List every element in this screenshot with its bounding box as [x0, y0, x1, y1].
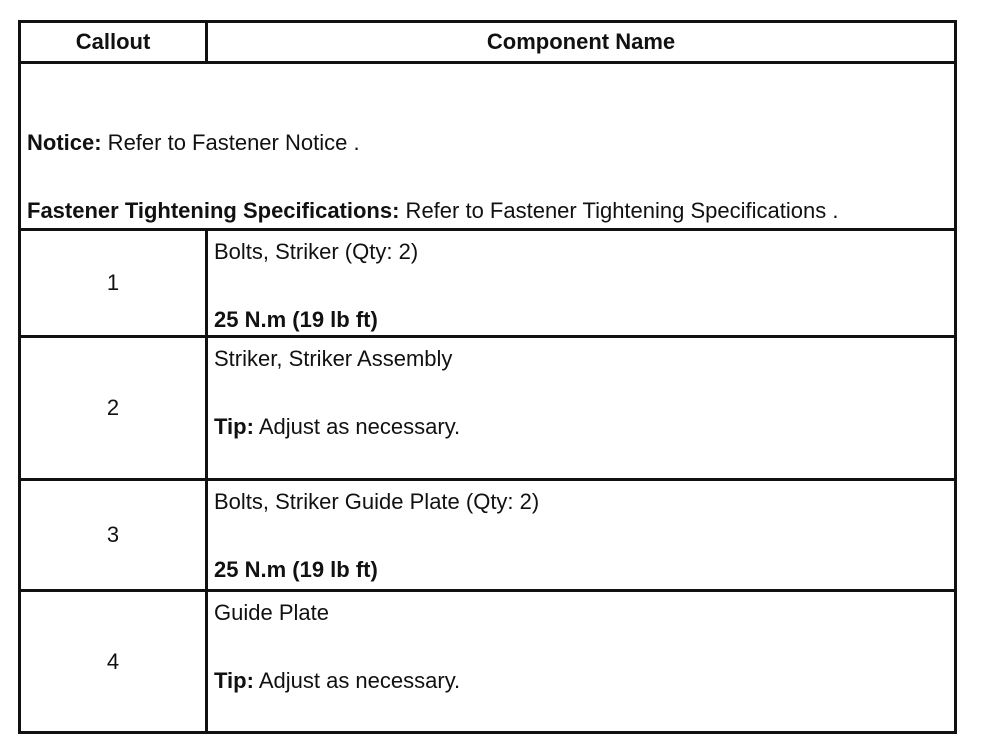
fastener-spec-text: Refer to Fastener Tightening Specifications . — [399, 198, 839, 223]
tip-text: Adjust as necessary. — [253, 668, 461, 693]
notice-label: Notice: — [27, 130, 102, 155]
tip-line — [214, 414, 460, 440]
component-cell — [208, 231, 954, 338]
header-callout — [21, 23, 208, 64]
tip-label: Tip: — [214, 414, 254, 439]
header-callout-label: Callout — [75, 29, 151, 54]
callout-number: 1 — [106, 270, 120, 295]
header-component-name — [208, 23, 954, 64]
callout-number: 2 — [106, 395, 120, 420]
callout-cell — [21, 592, 208, 731]
torque-spec: 25 N.m (19 lb ft) — [214, 557, 378, 582]
component-name: Bolts, Striker (Qty: 2) — [214, 239, 419, 264]
torque-spec: 25 N.m (19 lb ft) — [214, 307, 378, 332]
component-cell — [208, 481, 954, 592]
component-cell — [208, 592, 954, 731]
tip-label: Tip: — [214, 668, 254, 693]
callout-cell — [21, 231, 208, 338]
component-name: Striker, Striker Assembly — [214, 346, 453, 371]
tip-line — [214, 668, 460, 694]
header-component-name-label: Component Name — [486, 29, 676, 54]
notice-cell — [21, 64, 954, 231]
component-name: Guide Plate — [214, 600, 329, 625]
callout-cell — [21, 481, 208, 592]
callout-cell — [21, 338, 208, 481]
callout-number: 4 — [106, 648, 120, 674]
fastener-spec-label: Fastener Tightening Specifications: — [27, 198, 400, 223]
component-name: Bolts, Striker Guide Plate (Qty: 2) — [214, 489, 540, 514]
tip-text: Adjust as necessary. — [253, 414, 461, 439]
component-cell — [208, 338, 954, 481]
fastener-spec-line — [27, 198, 838, 224]
notice-line — [27, 130, 360, 156]
component-table — [18, 20, 957, 734]
callout-number: 3 — [106, 522, 120, 547]
notice-text: Refer to Fastener Notice . — [101, 130, 360, 155]
